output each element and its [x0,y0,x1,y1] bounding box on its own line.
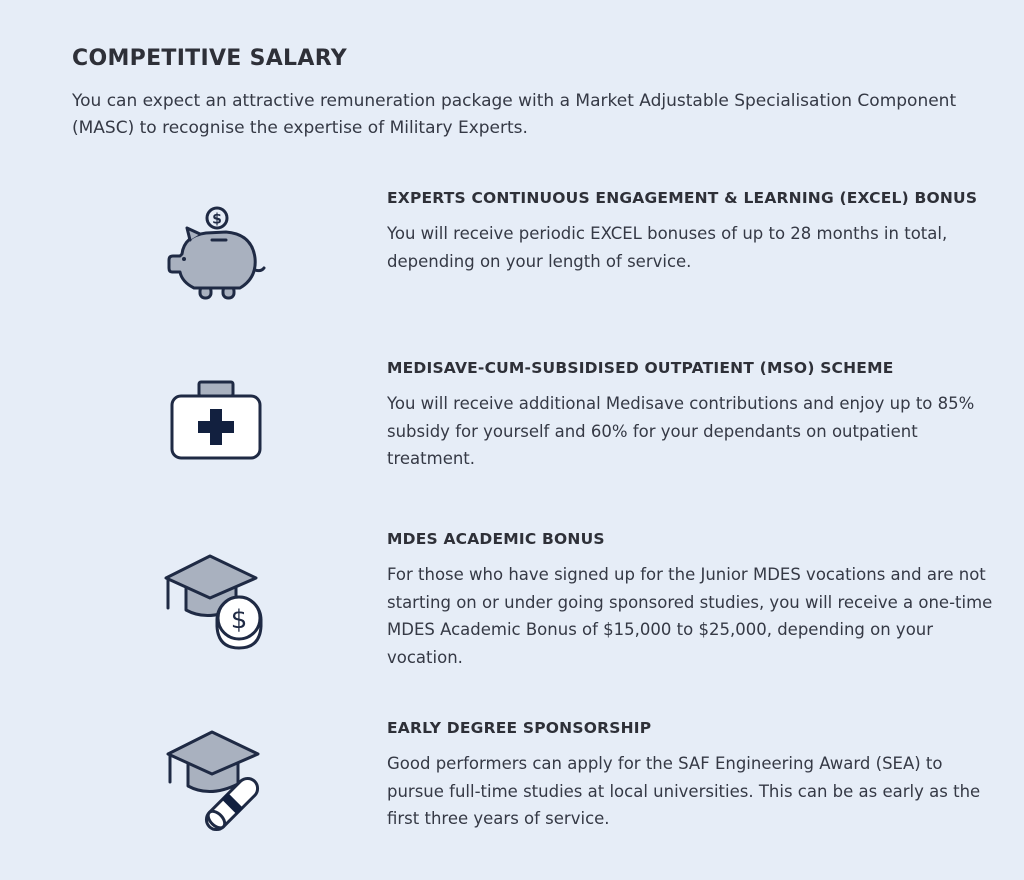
section-title: COMPETITIVE SALARY [72,46,347,71]
benefit-description: You will receive periodic EXCEL bonuses of up to 28 months in total, depending on your length of service. [387,224,948,271]
benefit-description: You will receive additional Medisave contributions and enjoy up to 85% subsidy for yourself and 60% for your dependants on outpatient treatment. [387,394,975,468]
graduation-cap-coin-icon [160,548,272,660]
svg-text:$: $ [212,211,222,228]
section-intro: You can expect an attractive remuneration package with a Market Adjustable Specialisation Component (MASC) to recognise the expertise of Military Experts. [72,91,957,138]
benefit-description: For those who have signed up for the Junior MDES vocations and are not starting on or under going sponsored studies, you will receive a one-time MDES Academic Bonus of $15,000 to $25,000, depending on your vocation. [387,565,993,667]
benefit-text [387,527,997,671]
benefit-title: MDES ACADEMIC BONUS [387,530,605,548]
graduation-cap-diploma-icon [160,724,272,836]
benefit-text [387,356,997,473]
benefit-title: EARLY DEGREE SPONSORSHIP [387,719,652,737]
svg-text:$: $ [230,605,248,635]
benefit-title: EXPERTS CONTINUOUS ENGAGEMENT & LEARNING (EXCEL) BONUS [387,189,978,207]
benefit-text [387,716,997,833]
medical-kit-icon [160,372,272,484]
benefit-description: Good performers can apply for the SAF Engineering Award (SEA) to pursue full-time studies at local universities. This can be as early as the first three years of service. [387,754,981,828]
benefit-title: MEDISAVE-CUM-SUBSIDISED OUTPATIENT (MSO) SCHEME [387,359,894,377]
benefit-text [387,186,997,275]
piggy-bank-icon [160,200,272,312]
